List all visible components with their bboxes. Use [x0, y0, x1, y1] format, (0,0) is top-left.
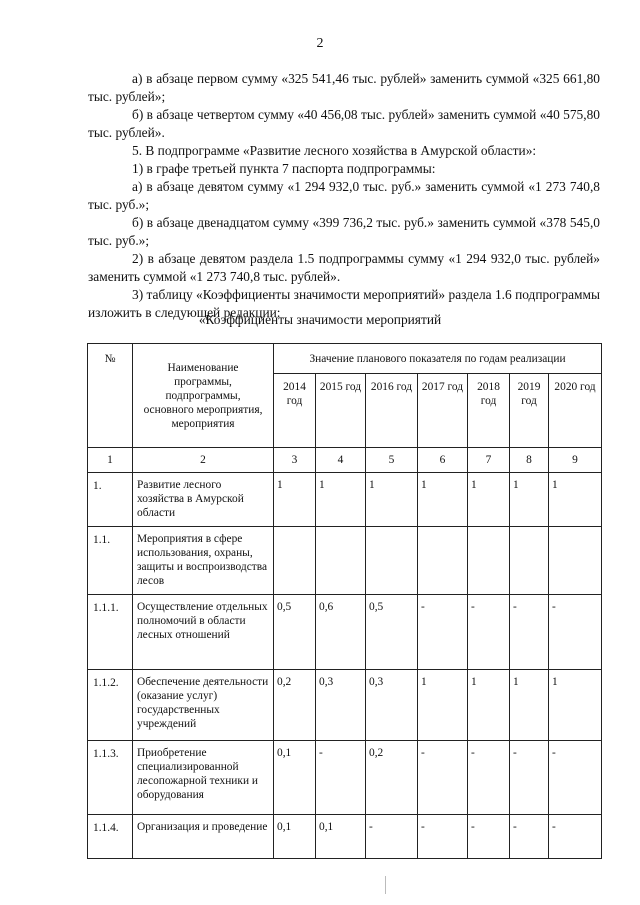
column-number: 2: [133, 448, 274, 473]
header-name: Наименование программы, подпрограммы, основного мероприятия, мероприятия: [133, 344, 274, 448]
paragraph-4: 1) в графе третьей пункта 7 паспорта подпрограммы:: [132, 161, 436, 176]
row-value: -: [549, 595, 602, 670]
row-value: [549, 527, 602, 595]
row-value: -: [510, 741, 549, 815]
row-value: 0,1: [274, 815, 316, 859]
row-value: 1: [274, 473, 316, 527]
column-number: 6: [418, 448, 468, 473]
row-value: -: [549, 815, 602, 859]
header-year-2017: 2017 год: [418, 374, 468, 448]
row-name: Обеспечение деятельности (оказание услуг) государственных учреждений: [133, 670, 274, 741]
row-value: 1: [549, 670, 602, 741]
table-row: [88, 815, 602, 859]
column-number: 9: [549, 448, 602, 473]
row-value: -: [468, 741, 510, 815]
header-year-2019: 2019 год: [510, 374, 549, 448]
row-value: -: [510, 815, 549, 859]
row-name: Мероприятия в сфере использования, охраны, защиты и воспроизводства лесов: [133, 527, 274, 595]
table-row: [88, 595, 602, 670]
row-value: 1: [418, 473, 468, 527]
header-year-2020: 2020 год: [549, 374, 602, 448]
row-number: 1.1.1.: [88, 595, 133, 670]
row-value: 0,1: [274, 741, 316, 815]
row-value: 0,5: [366, 595, 418, 670]
row-value: [510, 527, 549, 595]
column-number: 4: [316, 448, 366, 473]
row-number: 1.1.: [88, 527, 133, 595]
header-year-2018: 2018 год: [468, 374, 510, 448]
row-value: [316, 527, 366, 595]
row-value: -: [510, 595, 549, 670]
header-year-2014: 2014 год: [274, 374, 316, 448]
paragraph-5: а) в абзаце девятом сумму «1 294 932,0 тыс. руб.» заменить суммой «1 273 740,8 тыс. руб.»;: [88, 179, 600, 212]
paragraph-8: 3) таблицу «Коэффициенты значимости мероприятий» раздела 1.6 подпрограммы изложить в следующей редакции:: [88, 287, 600, 320]
row-value: 1: [316, 473, 366, 527]
header-values-group: Значение планового показателя по годам реализации: [274, 344, 602, 374]
row-value: 1: [468, 670, 510, 741]
coefficients-table: [87, 343, 602, 859]
row-value: -: [418, 595, 468, 670]
column-number: 5: [366, 448, 418, 473]
row-value: [366, 527, 418, 595]
row-value: 1: [468, 473, 510, 527]
table-row: [88, 670, 602, 741]
column-number: 7: [468, 448, 510, 473]
paragraph-2: б) в абзаце четвертом сумму «40 456,08 тыс. рублей» заменить суммой «40 575,80 тыс. рублей».: [88, 107, 600, 140]
table-row: [88, 527, 602, 595]
row-name: Осуществление отдельных полномочий в области лесных отношений: [133, 595, 274, 670]
paragraph-7: 2) в абзаце девятом раздела 1.5 подпрограммы сумму «1 294 932,0 тыс. рублей» заменить суммой «1 273 740,8 тыс. рублей».: [88, 251, 600, 284]
row-value: 0,1: [316, 815, 366, 859]
row-value: -: [549, 741, 602, 815]
row-value: -: [468, 595, 510, 670]
row-value: 0,6: [316, 595, 366, 670]
row-value: -: [316, 741, 366, 815]
row-value: -: [418, 815, 468, 859]
row-value: 0,2: [366, 741, 418, 815]
column-number: 8: [510, 448, 549, 473]
row-number: 1.1.3.: [88, 741, 133, 815]
page-number: 2: [316, 36, 324, 51]
row-value: 0,2: [274, 670, 316, 741]
row-name: Развитие лесного хозяйства в Амурской области: [133, 473, 274, 527]
header-year-2016: 2016 год: [366, 374, 418, 448]
column-number: 3: [274, 448, 316, 473]
row-value: 1: [418, 670, 468, 741]
table-title: «Коэффициенты значимости мероприятий: [198, 312, 442, 327]
row-value: [418, 527, 468, 595]
table-row: [88, 741, 602, 815]
row-value: 1: [510, 670, 549, 741]
row-number: 1.: [88, 473, 133, 527]
row-value: -: [418, 741, 468, 815]
row-value: 0,3: [316, 670, 366, 741]
column-numbers-row: [88, 448, 602, 473]
header-year-2015: 2015 год: [316, 374, 366, 448]
row-name: Организация и проведение: [133, 815, 274, 859]
column-number: 1: [88, 448, 133, 473]
row-value: 1: [549, 473, 602, 527]
paragraph-6: б) в абзаце двенадцатом сумму «399 736,2 тыс. руб.» заменить суммой «378 545,0 тыс. руб.»;: [88, 215, 600, 248]
row-value: 1: [366, 473, 418, 527]
row-value: 0,5: [274, 595, 316, 670]
row-value: 0,3: [366, 670, 418, 741]
scan-mark: [385, 876, 386, 894]
row-value: [468, 527, 510, 595]
paragraph-1: а) в абзаце первом сумму «325 541,46 тыс. рублей» заменить суммой «325 661,80 тыс. рублей»;: [88, 71, 600, 104]
row-number: 1.1.4.: [88, 815, 133, 859]
row-number: 1.1.2.: [88, 670, 133, 741]
row-name: Приобретение специализированной лесопожарной техники и оборудования: [133, 741, 274, 815]
row-value: -: [468, 815, 510, 859]
row-value: 1: [510, 473, 549, 527]
header-num: №: [88, 344, 133, 448]
paragraph-3: 5. В подпрограмме «Развитие лесного хозяйства в Амурской области»:: [132, 143, 537, 158]
row-value: -: [366, 815, 418, 859]
table-row: [88, 473, 602, 527]
row-value: [274, 527, 316, 595]
